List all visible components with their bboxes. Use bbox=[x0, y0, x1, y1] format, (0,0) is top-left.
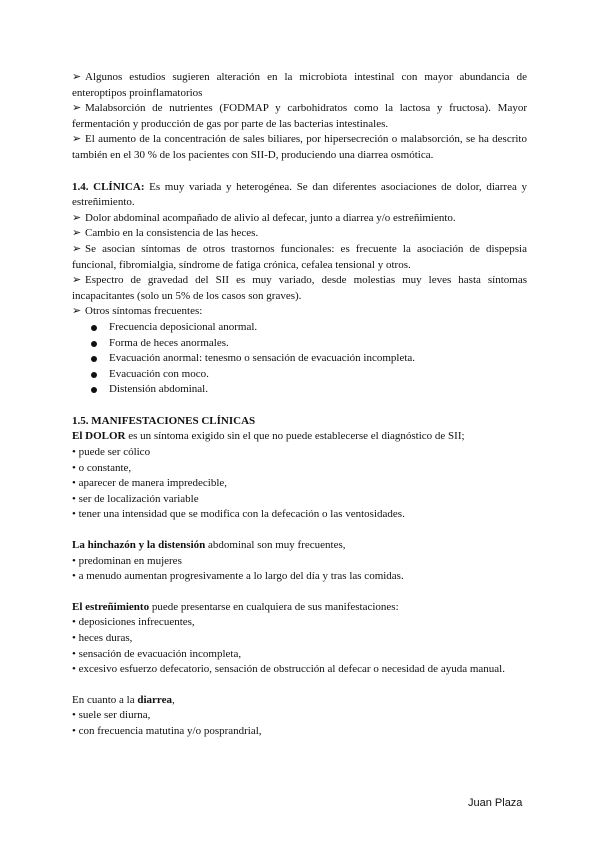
arrow-bullet-icon: ➢ bbox=[72, 102, 82, 115]
arrow-bullet-icon: ➢ bbox=[72, 305, 82, 318]
footer-author: Juan Plaza bbox=[468, 797, 523, 809]
arrow-bullet-icon: ➢ bbox=[72, 211, 82, 224]
diarrea-lead: En cuanto a la diarrea, bbox=[72, 693, 175, 706]
arrow-bullet-icon: ➢ bbox=[72, 227, 82, 240]
arrow-bullet-icon: ➢ bbox=[72, 242, 82, 255]
clinica-intro: 1.4. CLÍNICA: Es muy variada y heterogénea. Se dan diferentes asociaciones de dolor, diarrea y estreñimiento. bbox=[72, 180, 528, 209]
list-item: • predominan en mujeres bbox=[72, 554, 182, 567]
list-item: Distensión abdominal. bbox=[90, 382, 527, 398]
list-item: Forma de heces anormales. bbox=[90, 336, 527, 352]
list-item: • con frecuencia matutina y/o posprandrial, bbox=[72, 724, 262, 737]
list-item: • a menudo aumentan progresivamente a lo largo del día y tras las comidas. bbox=[72, 570, 404, 583]
list-item: • o constante, bbox=[72, 461, 132, 474]
section-heading-clinica: 1.4. CLÍNICA: bbox=[72, 180, 145, 193]
list-item: Evacuación con moco. bbox=[90, 367, 527, 383]
clinica-bullet: ➢ Espectro de gravedad del SII es muy variado, desde molestias muy leves hasta síntomas incapacitantes (solo un 5% de los casos son graves). bbox=[72, 274, 527, 302]
arrow-bullet-icon: ➢ bbox=[72, 274, 82, 287]
intro-bullet: ➢ Malabsorción de nutrientes (FODMAP y carbohidratos como la lactosa y fructosa). Mayor fermentación y producción de gas por parte de las bacterias intestinales. bbox=[72, 102, 527, 130]
hinchazon-lead: La hinchazón y la distensión abdominal son muy frecuentes, bbox=[72, 539, 346, 552]
clinica-bullet: ➢ Cambio en la consistencia de las heces. bbox=[72, 226, 527, 242]
list-item: • heces duras, bbox=[72, 632, 133, 644]
list-item: • aparecer de manera impredecible, bbox=[72, 477, 228, 490]
clinica-bullet: ➢ Otros síntomas frecuentes: bbox=[72, 304, 527, 320]
arrow-bullet-icon: ➢ bbox=[72, 133, 82, 146]
list-item: • sensación de evacuación incompleta, bbox=[72, 647, 242, 660]
list-item: • deposiciones infrecuentes, bbox=[72, 616, 195, 629]
list-item: Evacuación anormal: tenesmo o sensación de evacuación incompleta. bbox=[90, 351, 527, 367]
estrenimiento-lead: El estreñimiento puede presentarse en cualquiera de sus manifestaciones: bbox=[72, 600, 399, 613]
intro-bullet: ➢ Algunos estudios sugieren alteración en la microbiota intestinal con mayor abundancia de enteroptipos proinflamatorios bbox=[72, 71, 527, 99]
clinica-bullet: ➢ Dolor abdominal acompañado de alivio al defecar, junto a diarrea y/o estreñimiento. bbox=[72, 211, 527, 227]
list-item: • tener una intensidad que se modifica con la defecación o las ventosidades. bbox=[72, 508, 405, 521]
clinica-bullet: ➢ Se asocian síntomas de otros trastornos funcionales: es frecuente la asociación de dispepsia funcional, fibromialgia, síndrome de fatiga crónica, cefalea tensional y otros. bbox=[72, 242, 527, 271]
arrow-bullet-icon: ➢ bbox=[72, 71, 82, 83]
list-item: Frecuencia deposicional anormal. bbox=[90, 320, 527, 336]
list-item: • ser de localización variable bbox=[72, 492, 199, 505]
list-item: • excesivo esfuerzo defecatorio, sensación de obstrucción al defecar o necesidad de ayuda manual. bbox=[72, 663, 505, 676]
list-item: • suele ser diurna, bbox=[72, 709, 151, 722]
intro-bullet: ➢ El aumento de la concentración de sales biliares, por hipersecreción o malabsorción, se ha descrito también en el 30 % de los pacientes con SII-D, produciendo una diarrea osmótica. bbox=[72, 133, 527, 161]
list-item: • puede ser cólico bbox=[72, 446, 151, 459]
symptom-list bbox=[72, 320, 527, 398]
document-page bbox=[72, 70, 527, 740]
section-heading-manifestaciones: 1.5. MANIFESTACIONES CLÍNICAS bbox=[72, 414, 256, 427]
dolor-lead: El DOLOR es un síntoma exigido sin el que no puede establecerse el diagnóstico de SII; bbox=[72, 430, 465, 443]
